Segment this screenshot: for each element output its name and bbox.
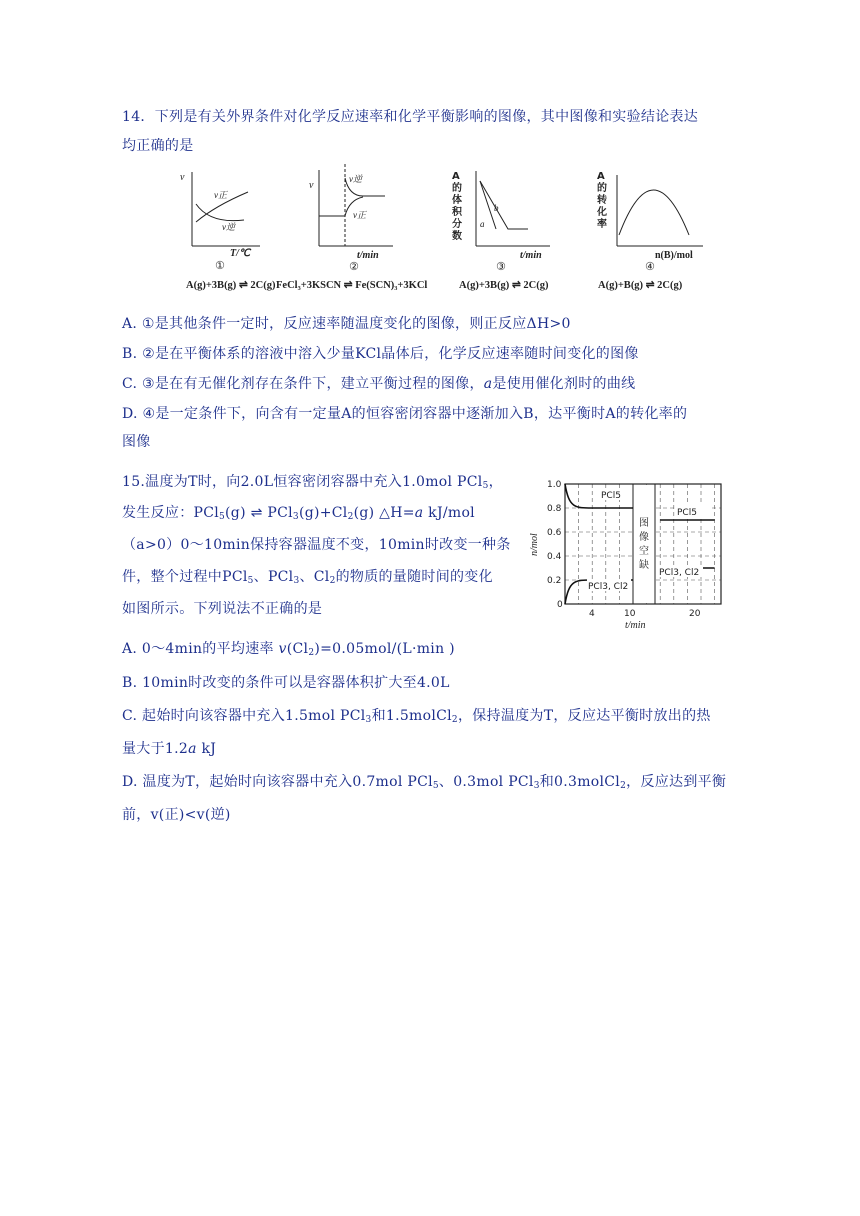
g4-ylabel-char: 化 — [597, 207, 607, 218]
series-label-pcl5-right: PCl5 — [677, 508, 697, 518]
y-tick-label: 0 — [557, 600, 563, 610]
q15-chart — [525, 472, 735, 646]
q14-figure-3 — [450, 165, 560, 277]
g3-equation: A(g)+3B(g) ⇌ 2C(g) — [459, 280, 549, 291]
x-tick-label: 10 — [624, 609, 636, 619]
q15-option-d-line2: 前，v(正)<v(逆) — [122, 807, 231, 823]
y-tick-label: 0.2 — [547, 576, 562, 586]
blank-label-char: 图 — [639, 518, 649, 529]
g4-ylabel-char: 的 — [597, 183, 607, 194]
g4-ylabel-char: 率 — [597, 219, 607, 230]
g3-number: ③ — [496, 260, 506, 273]
series-label-pcl5-left: PCl5 — [601, 491, 621, 501]
x-tick-label: 20 — [689, 609, 701, 619]
q14-option-d-line2: 图像 — [122, 434, 151, 450]
q14-option-c: C. ③是在有无催化剂存在条件下，建立平衡过程的图像，a是使用催化剂时的曲线 — [122, 376, 636, 392]
g1-ylabel: v — [180, 172, 185, 183]
g2-number: ② — [349, 260, 359, 273]
g3-ylabel-char: A — [452, 171, 460, 182]
g2-curve-vni: v逆 — [349, 174, 362, 184]
g3-ylabel-char: 积 — [452, 207, 462, 218]
x-tick-label: 4 — [589, 609, 595, 619]
q15-stem-line4: 件，整个过程中PCl$_5$、PCl$_3$、$Cl_2$的物质的量随时间的变化 — [122, 569, 493, 586]
g3-ylabel-char: 体 — [452, 195, 462, 206]
g1-number: ① — [215, 259, 225, 272]
g1-xlabel: T/℃ — [230, 248, 251, 259]
g3-curve-a: a — [480, 219, 485, 229]
q15-stem-line5: 如图所示。下列说法不正确的是 — [122, 601, 323, 617]
g3-curve-b: b — [494, 203, 499, 213]
y-tick-label: 0.8 — [547, 504, 562, 514]
q15-option-d-line1: D. 温度为T，起始时向该容器中充入0.7mol PCl$_5$、0.3mol PCl$_3$和0.3molCl$_2$，反应达到平衡 — [122, 774, 727, 791]
series-label-products-right: PCl3, Cl2 — [659, 568, 700, 578]
g4-ylabel-char: 转 — [597, 195, 607, 206]
y-axis-label: n/mol — [529, 533, 540, 556]
blank-label-char: 像 — [639, 532, 649, 543]
q14-figure-2 — [305, 162, 405, 277]
x-axis-label: t/min — [625, 620, 646, 631]
blank-label-char: 空 — [639, 546, 649, 557]
g4-ylabel-char: A — [597, 171, 605, 182]
q14-option-b: B. ②是在平衡体系的溶液中溶入少量KCl晶体后，化学反应速率随时间变化的图像 — [122, 346, 639, 362]
q15-stem-line1: 15.温度为T时，向2.0L恒容密闭容器中充入1.0mol PCl$_5$， — [122, 474, 503, 491]
q15-stem-line2: 发生反应：PCl$_5$(g) ⇌ $PCl_3(g)+Cl_2(g)$ △H=a kJ/mol — [122, 505, 475, 522]
g3-ylabel-char: 的 — [452, 183, 462, 194]
series-label-products-left: PCl3, Cl2 — [588, 582, 629, 592]
q14-stem-line2: 均正确的是 — [122, 138, 194, 154]
g4-equation: A(g)+B(g) ⇌ 2C(g) — [598, 280, 683, 291]
q15-option-c-line1: C. 起始时向该容器中充入1.5mol PCl$_3$和1.5molCl$_2$，保持温度为T，反应达平衡时放出的热 — [122, 708, 711, 725]
g4-xlabel: n(B)/mol — [655, 250, 693, 261]
q14-stem-line1: 14．下列是有关外界条件对化学反应速率和化学平衡影响的图像，其中图像和实验结论表达 — [122, 109, 699, 125]
g2-ylabel: v — [309, 180, 314, 191]
q15-stem-line3: （a>0）0～10min保持容器温度不变，10min时改变一种条 — [122, 537, 511, 553]
g3-xlabel: t/min — [520, 250, 542, 261]
g1-curve-vni: v逆 — [222, 222, 235, 232]
y-tick-label: 0.6 — [547, 528, 562, 538]
blank-label-char: 缺 — [639, 560, 649, 571]
g3-ylabel-char: 数 — [452, 231, 462, 242]
g2-xlabel: t/min — [357, 250, 379, 261]
g1-equation: A(g)+3B(g) ⇌ 2C(g) — [186, 280, 276, 291]
g3-ylabel-char: 分 — [452, 219, 462, 230]
y-tick-label: 1.0 — [547, 480, 562, 490]
q14-figure-1 — [170, 168, 270, 277]
q15-option-a: A. 0～4min的平均速率 $v(Cl_2)=0.05mol/(L\cdot\min$ ) — [122, 641, 455, 658]
q15-option-b: B. 10min时改变的条件可以是容器体积扩大至4.0L — [122, 675, 450, 691]
g4-number: ④ — [645, 260, 655, 273]
y-tick-label: 0.4 — [547, 552, 562, 562]
q14-option-a: A. ①是其他条件一定时，反应速率随温度变化的图像，则正反应ΔH>0 — [122, 316, 571, 332]
g2-curve-vzheng: v正 — [353, 210, 366, 220]
q15-option-c-line2: 量大于1.2a kJ — [122, 741, 217, 757]
g2-equation: FeCl₃+3KSCN ⇌ Fe(SCN)₃+3KCl — [276, 280, 428, 291]
q14-option-d-line1: D. ④是一定条件下，向含有一定量A的恒容密闭容器中逐渐加入B，达平衡时A的转化率的 — [122, 406, 688, 422]
g1-curve-vzheng: v正 — [214, 190, 227, 200]
q14-figure-4 — [595, 165, 710, 277]
